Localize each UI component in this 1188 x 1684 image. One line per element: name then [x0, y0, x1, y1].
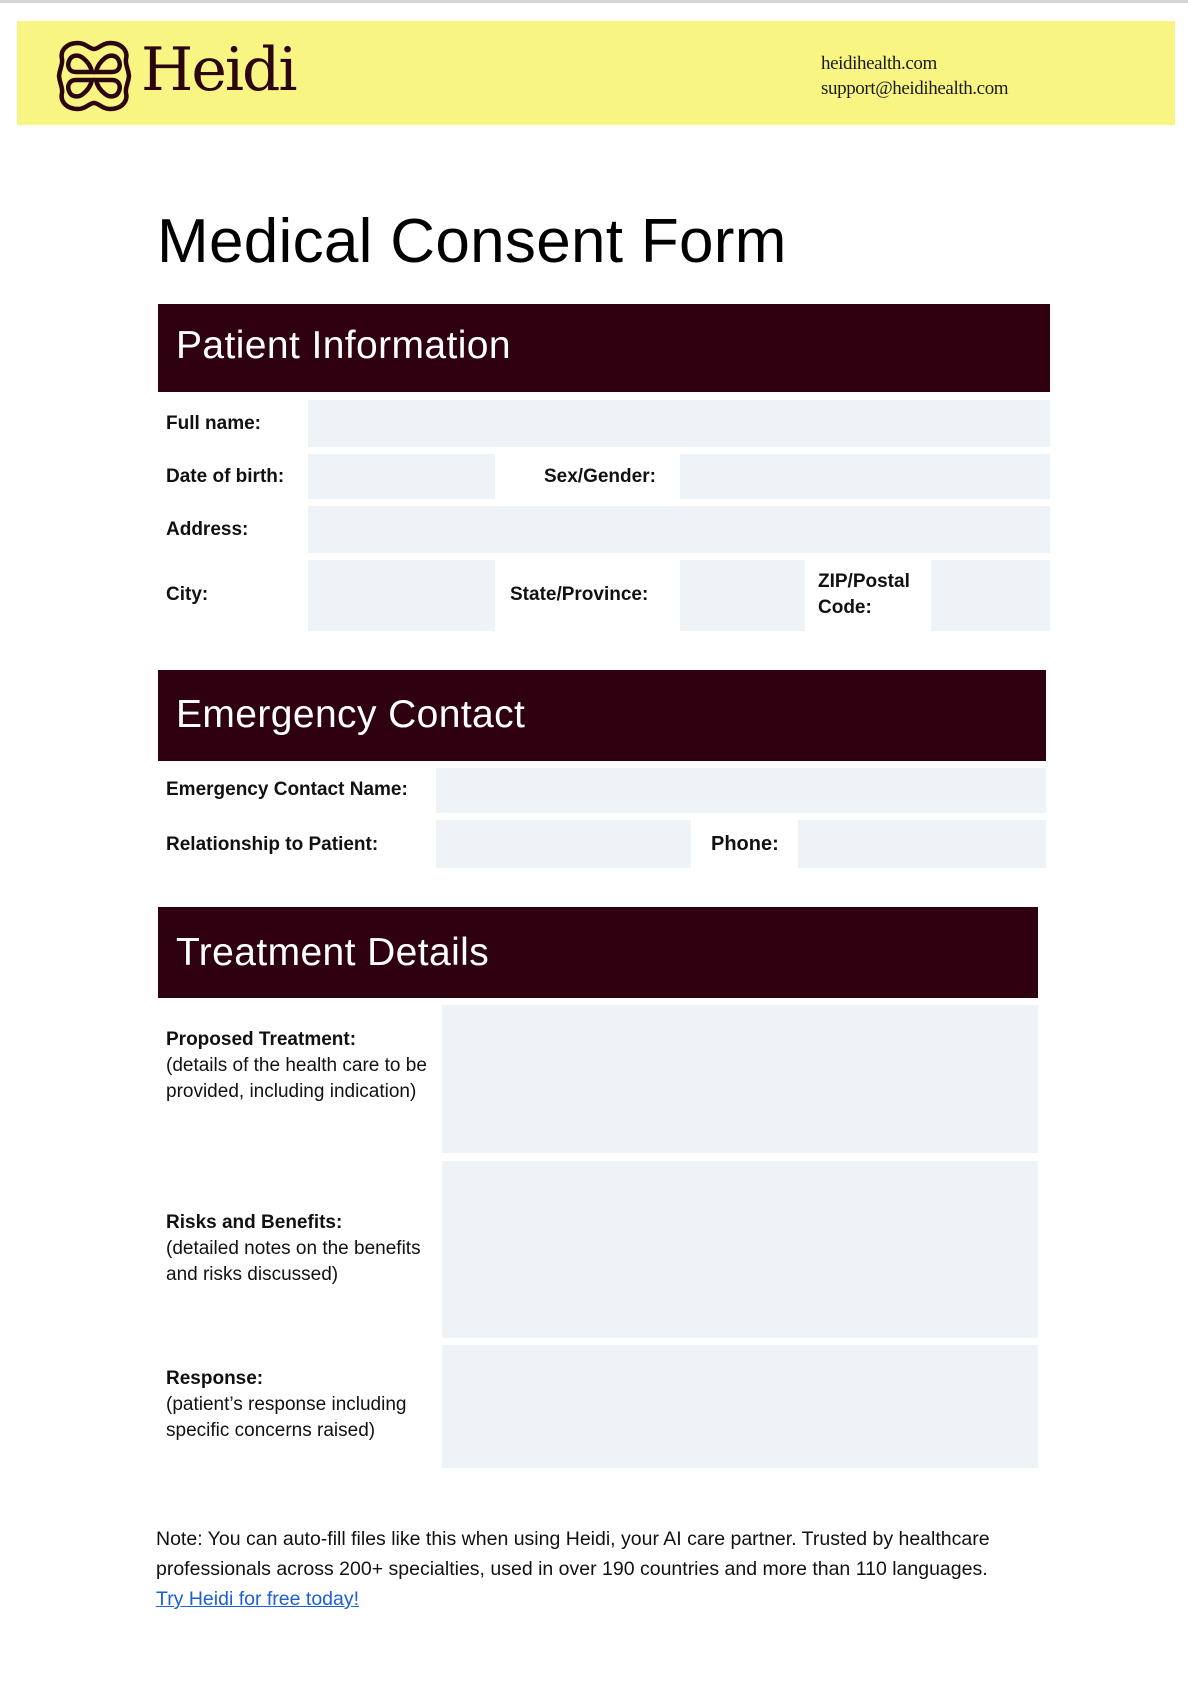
date-of-birth-label: Date of birth: [166, 466, 285, 487]
response-field[interactable] [442, 1345, 1038, 1468]
heidi-clover-logo-icon [56, 39, 132, 113]
zip-postal-code-label [818, 569, 910, 621]
emergency-contact-name-field[interactable] [436, 768, 1046, 813]
try-heidi-link[interactable]: Try Heidi for free today! [156, 1588, 360, 1610]
page-title: Medical Consent Form [157, 207, 787, 276]
zip-label-line2: Code: [818, 597, 872, 618]
website-link[interactable]: heidihealth.com [821, 53, 937, 74]
relationship-field[interactable] [436, 820, 691, 868]
risks-benefits-field[interactable] [442, 1161, 1038, 1338]
sex-gender-label: Sex/Gender: [544, 466, 656, 487]
proposed-treatment-title: Proposed Treatment: [166, 1029, 357, 1050]
city-field[interactable] [308, 560, 495, 631]
full-name-label: Full name: [166, 413, 262, 434]
response-title: Response: [166, 1368, 264, 1389]
risks-benefits-title: Risks and Benefits: [166, 1212, 343, 1233]
section-header-patient-information [158, 304, 1050, 392]
relationship-label: Relationship to Patient: [166, 834, 379, 855]
support-email-link[interactable]: support@heidihealth.com [821, 78, 1009, 99]
address-label: Address: [166, 519, 249, 540]
footer-note [156, 1524, 1056, 1614]
zip-postal-code-field[interactable] [931, 560, 1050, 631]
risks-benefits-label [166, 1210, 436, 1288]
date-of-birth-field[interactable] [308, 454, 495, 499]
response-label [166, 1366, 436, 1444]
state-province-label: State/Province: [510, 584, 649, 605]
city-label: City: [166, 584, 209, 605]
address-field[interactable] [308, 506, 1050, 553]
section-header-emergency-contact [158, 670, 1046, 761]
top-border [0, 0, 1188, 3]
risks-benefits-hint: (detailed notes on the benefits and risks discussed) [166, 1238, 421, 1285]
footer-note-text: Note: You can auto-fill files like this when using Heidi, your AI care partner. Trusted by healthcare professionals across 200+ specialties, used in over 190 countries and more than 110 languages. [156, 1528, 990, 1580]
brand-contact [821, 51, 1008, 101]
emergency-contact-name-label: Emergency Contact Name: [166, 779, 408, 800]
state-province-field[interactable] [680, 560, 805, 631]
proposed-treatment-hint: (details of the health care to be provided, including indication) [166, 1055, 427, 1102]
phone-label: Phone: [711, 833, 779, 855]
proposed-treatment-label [166, 1027, 436, 1105]
full-name-field[interactable] [308, 400, 1050, 447]
response-hint: (patient’s response including specific concerns raised) [166, 1394, 407, 1441]
section-title: Emergency Contact [176, 693, 526, 736]
section-header-treatment-details [158, 907, 1038, 998]
sex-gender-field[interactable] [680, 454, 1050, 499]
brand-wordmark: Heidi [141, 35, 296, 105]
section-title: Treatment Details [176, 931, 490, 974]
zip-label-line1: ZIP/Postal [818, 571, 910, 592]
phone-field[interactable] [798, 820, 1046, 868]
proposed-treatment-field[interactable] [442, 1005, 1038, 1153]
section-title: Patient Information [176, 324, 511, 367]
